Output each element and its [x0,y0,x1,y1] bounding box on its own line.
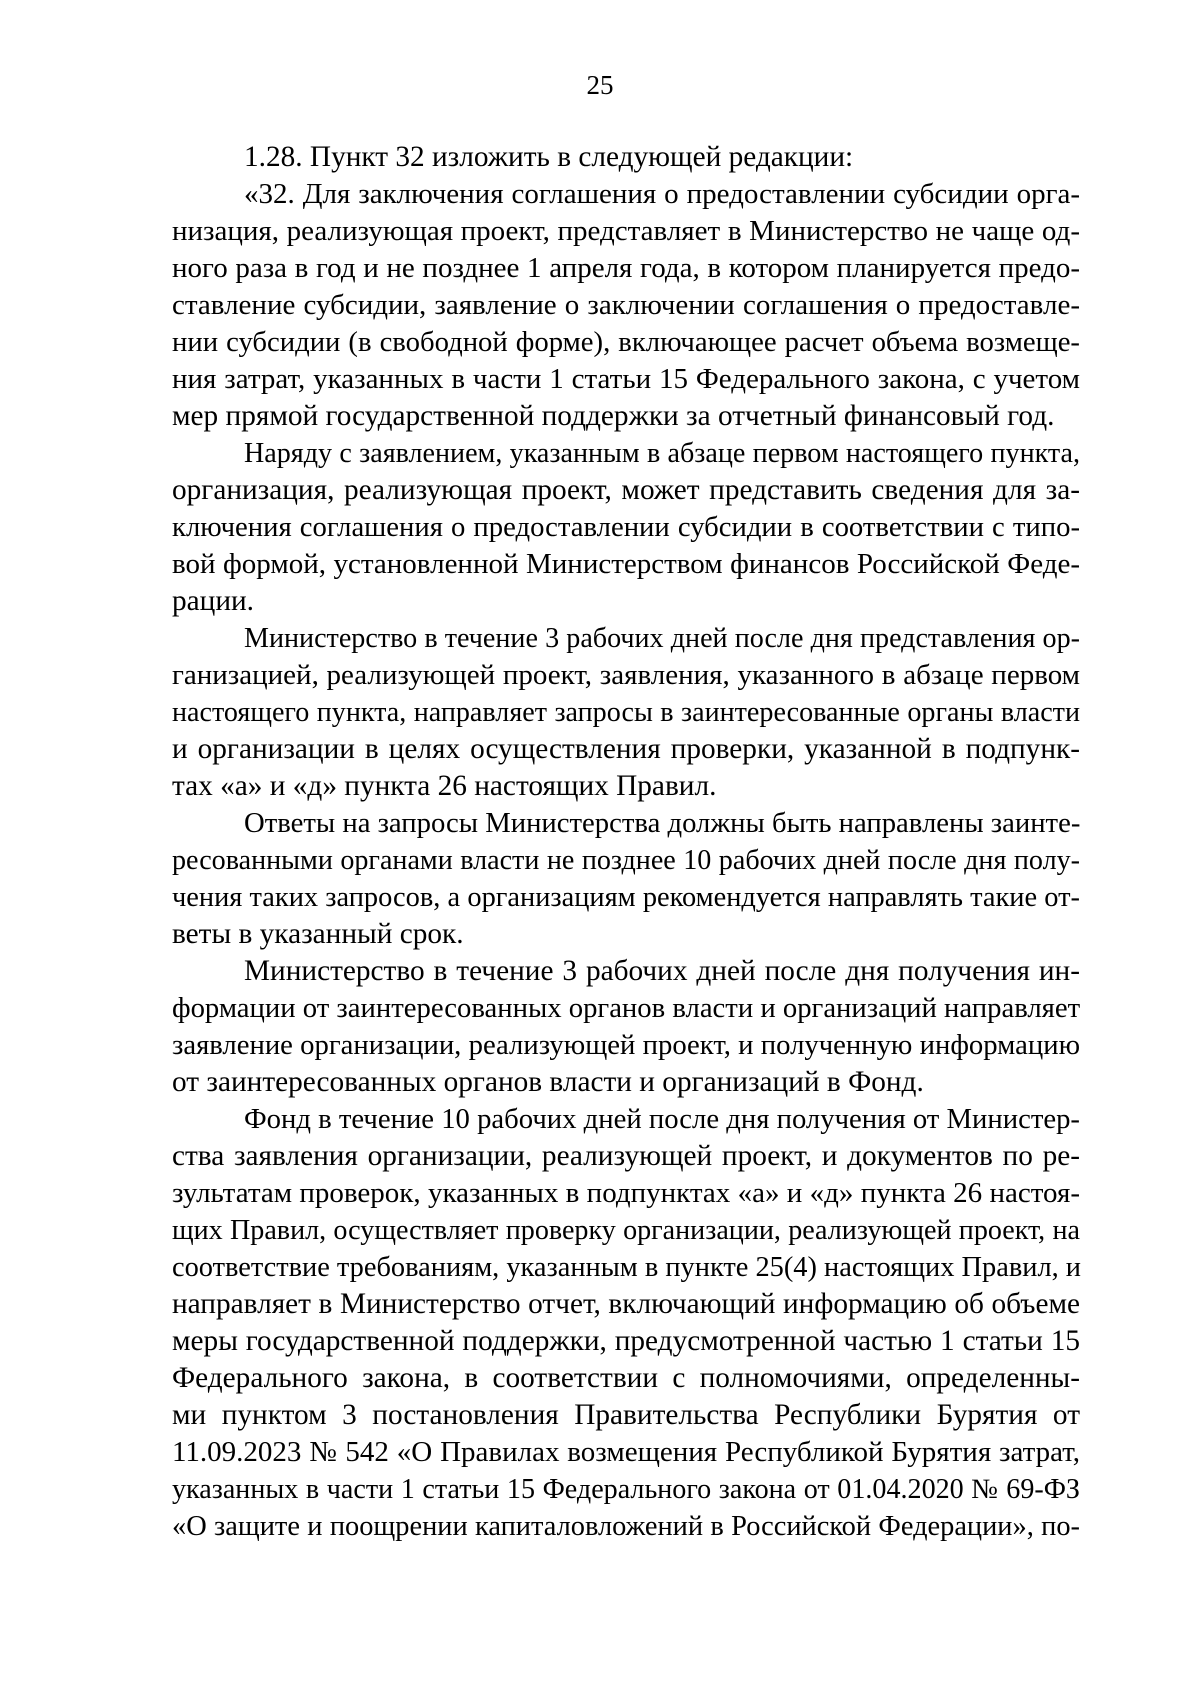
text-line: Ответы на запросы Министерства должны быть направлены заинте- [244,807,1081,839]
text-line: меры государственной поддержки, предусмотренной частью 1 статьи 15 [172,1325,1080,1357]
text-line: мер прямой государственной поддержки за отчетный финансовый год. [172,400,1055,432]
text-line: Министерство в течение 3 рабочих дней после дня получения ин- [244,955,1080,987]
text-line: нии субсидии (в свободной форме), включающее расчет объема возмеще- [172,326,1080,358]
text-line: ганизацией, реализующей проект, заявления, указанного в абзаце первом [172,659,1080,691]
text-line: «32. Для заключения соглашения о предоставлении субсидии орга- [244,178,1080,210]
text-line: ства заявления организации, реализующей проект, и документов по ре- [172,1140,1080,1172]
text-line: Фонд в течение 10 рабочих дней после дня получения от Министер- [244,1103,1080,1135]
text-line: тах «а» и «д» пункта 26 настоящих Правил. [172,770,717,802]
text-line: направляет в Министерство отчет, включающий информацию об объеме [172,1288,1080,1320]
text-line: ного раза в год и не позднее 1 апреля года, в котором планируется предо- [172,252,1080,284]
text-line: «О защите и поощрении капиталовложений в Российской Федерации», по- [172,1511,1080,1542]
text-line: указанных в части 1 статьи 15 Федерального закона от 01.04.2020 № 69-ФЗ [172,1474,1080,1505]
text-line: ключения соглашения о предоставлении субсидии в соответствии с типо- [172,511,1080,543]
text-line: Наряду с заявлением, указанным в абзаце первом настоящего пункта, [244,438,1080,469]
text-line: 11.09.2023 № 542 «О Правилах возмещения Республикой Бурятия затрат, [172,1436,1080,1468]
text-line: заявление организации, реализующей проект, и полученную информацию [172,1029,1080,1061]
text-line: рации. [172,585,255,617]
text-line: организация, реализующая проект, может представить сведения для за- [172,474,1080,506]
text-line: ми пунктом 3 постановления Правительства Республики Бурятия от [172,1399,1080,1431]
text-line: ресованными органами власти не позднее 10 рабочих дней после дня полу- [172,845,1080,876]
text-line: зультатам проверок, указанных в подпунктах «а» и «д» пункта 26 настоя- [172,1177,1080,1209]
document-body [172,139,1080,1545]
text-line: формации от заинтересованных органов власти и организаций направляет [172,992,1081,1024]
text-line: от заинтересованных органов власти и организаций в Фонд. [172,1066,924,1098]
text-line: вой формой, установленной Министерством финансов Российской Феде- [172,548,1080,580]
page-number: 25 [586,70,614,100]
text-line: низация, реализующая проект, представляет в Министерство не чаще од- [172,215,1080,247]
text-line: щих Правил, осуществляет проверку организации, реализующей проект, на [172,1215,1080,1246]
text-line: ставление субсидии, заявление о заключении соглашения о предоставле- [172,289,1080,321]
text-line: ния затрат, указанных в части 1 статьи 15 Федерального закона, с учетом [172,363,1080,395]
text-line: 1.28. Пункт 32 изложить в следующей редакции: [244,141,854,173]
text-line: Федерального закона, в соответствии с полномочиями, определенны- [172,1362,1080,1394]
text-line: и организации в целях осуществления проверки, указанной в подпунк- [172,733,1080,765]
text-line: веты в указанный срок. [172,918,464,950]
text-line: соответствие требованиям, указанным в пункте 25(4) настоящих Правил, и [172,1252,1081,1283]
text-line: Министерство в течение 3 рабочих дней после дня представления ор- [244,623,1080,654]
text-line: чения таких запросов, а организациям рекомендуется направлять такие от- [172,882,1080,913]
text-line: настоящего пункта, направляет запросы в заинтересованные органы власти [172,697,1080,728]
